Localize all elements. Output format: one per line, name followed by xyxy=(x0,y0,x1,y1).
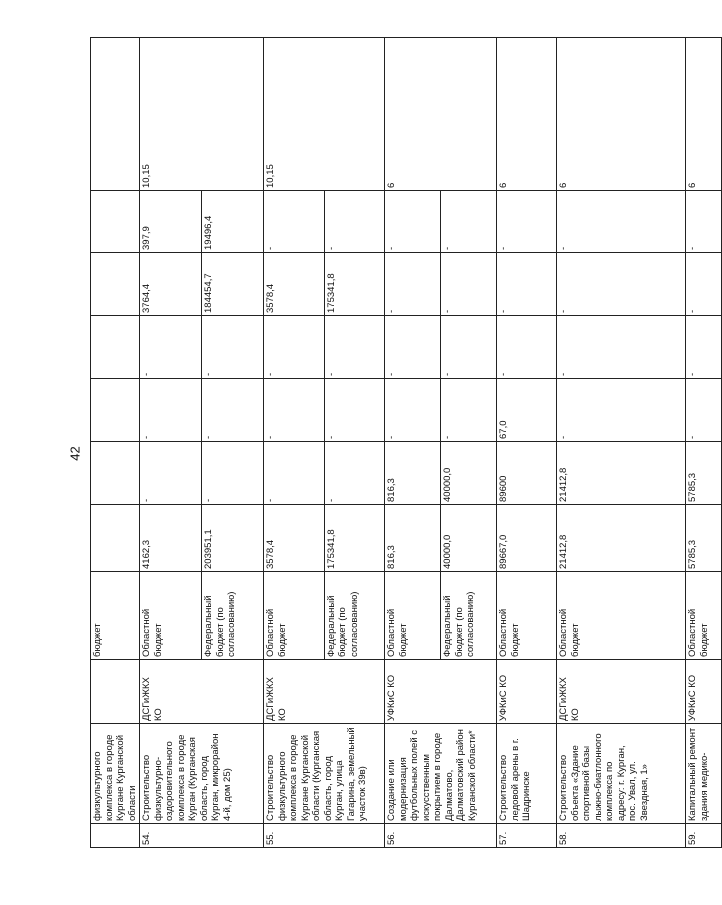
year-cell-3 xyxy=(385,316,497,379)
executor-cell: ДСГиЖКХ КО xyxy=(557,660,686,724)
year-cell-5 xyxy=(91,191,140,253)
cell-line: - xyxy=(440,316,496,378)
event-name-cell: Строительство объекта «Здание спортивной базы лыжно-биатлонного комплекса по адресу: г. Курган, пос. Увал, ул. Звездная, 1» xyxy=(557,724,686,824)
year-cell-2: - xyxy=(557,379,686,442)
cell-line: - xyxy=(201,316,263,378)
year-cell-4: - xyxy=(497,253,557,316)
cell-line: 816,3 xyxy=(386,545,397,569)
cell-line: 3578,4 xyxy=(265,539,276,569)
cell-line: - xyxy=(201,379,263,441)
year-cell-3: - xyxy=(686,316,722,379)
funding-source-cell: Областной бюджет xyxy=(686,572,722,660)
year-cell-4: - xyxy=(686,253,722,316)
year-cell-1: 89600 xyxy=(497,442,557,505)
year-cell-2: 67,0 xyxy=(497,379,557,442)
table-row xyxy=(497,38,557,848)
cell-line: Федеральный бюджет (по согласованию) xyxy=(440,572,496,659)
cell-line: 4162,3 xyxy=(141,539,152,569)
total-cell xyxy=(140,505,264,572)
cell-line: 203951,1 xyxy=(201,505,263,571)
cell-line: - xyxy=(141,372,152,376)
year-cell-3 xyxy=(140,316,264,379)
cell-line: - xyxy=(201,442,263,504)
year-cell-2 xyxy=(91,379,140,442)
year-cell-4 xyxy=(140,253,264,316)
year-cell-4 xyxy=(385,253,497,316)
year-cell-2 xyxy=(264,379,385,442)
year-cell-3: - xyxy=(497,316,557,379)
cell-line: 3578,4 xyxy=(265,283,276,313)
program-table xyxy=(90,37,722,848)
funding-source-cell xyxy=(385,572,497,660)
year-cell-1 xyxy=(264,442,385,505)
cell-line: 175341,8 xyxy=(324,505,385,571)
year-cell-4: - xyxy=(557,253,686,316)
cell-line: - xyxy=(324,442,385,504)
year-cell-5: - xyxy=(686,191,722,253)
funding-source-cell xyxy=(264,572,385,660)
event-name-cell: Создание или модернизация футбольных полей с искусственным покрытием в городе Далматово, Далматовский район Курганской области* xyxy=(385,724,497,824)
row-number-cell: 57. xyxy=(497,824,557,848)
cell-line: - xyxy=(386,435,397,439)
table-row xyxy=(264,38,385,848)
table-row xyxy=(91,38,140,848)
total-cell xyxy=(385,505,497,572)
executor-cell: УФКиС КО xyxy=(686,660,722,724)
executor-cell: ДСГиЖКХ КО xyxy=(140,660,264,724)
target-indicator-cell: 6 xyxy=(497,38,557,191)
year-cell-1 xyxy=(385,442,497,505)
event-name-cell: Строительство ледовой арены в г. Шадринске xyxy=(497,724,557,824)
cell-line: Областной бюджет xyxy=(386,608,409,657)
total-cell: 21412,8 xyxy=(557,505,686,572)
cell-line: - xyxy=(324,379,385,441)
event-name-cell: Строительство физкультурного комплекса в городе Кургане Курганской области (Курганская область, город Курган, улица Гагарина, земельный участок 39в) xyxy=(264,724,385,824)
total-cell: 89667,0 xyxy=(497,505,557,572)
year-cell-3: - xyxy=(557,316,686,379)
cell-line: 816,3 xyxy=(386,478,397,502)
year-cell-1 xyxy=(91,442,140,505)
year-cell-2: - xyxy=(686,379,722,442)
cell-line: 3764,4 xyxy=(141,283,152,313)
funding-source-cell: Областной бюджет xyxy=(497,572,557,660)
year-cell-4 xyxy=(264,253,385,316)
cell-line: - xyxy=(440,253,496,315)
row-number-cell xyxy=(91,824,140,848)
cell-line: - xyxy=(440,191,496,252)
year-cell-1: 21412,8 xyxy=(557,442,686,505)
year-cell-5 xyxy=(385,191,497,253)
event-name-cell: Капитальный ремонт здания медико- xyxy=(686,724,722,824)
cell-line: - xyxy=(386,372,397,376)
year-cell-1: 5785,3 xyxy=(686,442,722,505)
cell-line: - xyxy=(265,498,276,502)
row-number-cell: 54. xyxy=(140,824,264,848)
table-row xyxy=(686,38,722,848)
year-cell-3 xyxy=(91,316,140,379)
year-cell-2 xyxy=(140,379,264,442)
year-cell-2 xyxy=(385,379,497,442)
cell-line: - xyxy=(324,191,385,252)
row-number-cell: 58. xyxy=(557,824,686,848)
cell-line: - xyxy=(265,246,276,250)
event-name-cell: Строительство физкультурно-оздоровительного комплекса в городе Курган (Курганская область, город Курган, микрорайон 4-й, дом 25) xyxy=(140,724,264,824)
target-indicator-cell: 10,15 xyxy=(264,38,385,191)
executor-cell: УФКиС КО xyxy=(385,660,497,724)
table-row xyxy=(385,38,497,848)
funding-source-cell xyxy=(140,572,264,660)
funding-source-cell: Областной бюджет xyxy=(557,572,686,660)
row-number-cell: 59. xyxy=(686,824,722,848)
event-name-cell: физкультурного комплекса в городе Кургане Курганской области xyxy=(91,724,140,824)
cell-line: - xyxy=(265,435,276,439)
year-cell-4 xyxy=(91,253,140,316)
table-container xyxy=(90,58,710,848)
cell-line: 19496,4 xyxy=(201,191,263,252)
table-row xyxy=(140,38,264,848)
row-number-cell: 55. xyxy=(264,824,385,848)
year-cell-1 xyxy=(140,442,264,505)
cell-line: - xyxy=(141,435,152,439)
cell-line: Федеральный бюджет (по согласованию) xyxy=(324,572,385,659)
target-indicator-cell: 6 xyxy=(385,38,497,191)
target-indicator-cell: 10,15 xyxy=(140,38,264,191)
year-cell-5: - xyxy=(557,191,686,253)
cell-line: - xyxy=(141,498,152,502)
cell-line: - xyxy=(265,372,276,376)
year-cell-5 xyxy=(264,191,385,253)
cell-line: 40000,0 xyxy=(440,505,496,571)
table-row xyxy=(557,38,686,848)
cell-line: - xyxy=(324,316,385,378)
cell-line: Областной бюджет xyxy=(141,608,164,657)
cell-line: - xyxy=(386,246,397,250)
cell-line: Федеральный бюджет (по согласованию) xyxy=(201,572,263,659)
cell-line: 184454,7 xyxy=(201,253,263,315)
target-indicator-cell: 6 xyxy=(686,38,722,191)
row-number-cell: 56. xyxy=(385,824,497,848)
cell-line: Областной бюджет xyxy=(265,608,288,657)
year-cell-3 xyxy=(264,316,385,379)
year-cell-5: - xyxy=(497,191,557,253)
executor-cell: УФКиС КО xyxy=(497,660,557,724)
cell-line: 397,9 xyxy=(141,226,152,250)
funding-source-cell: бюджет xyxy=(91,572,140,660)
executor-cell xyxy=(91,660,140,724)
year-cell-5 xyxy=(140,191,264,253)
total-cell xyxy=(91,505,140,572)
cell-line: 175341,8 xyxy=(324,253,385,315)
total-cell xyxy=(264,505,385,572)
cell-line: - xyxy=(386,309,397,313)
total-cell: 5785,3 xyxy=(686,505,722,572)
target-indicator-cell xyxy=(91,38,140,191)
target-indicator-cell: 6 xyxy=(557,38,686,191)
executor-cell: ДСГиЖКХ КО xyxy=(264,660,385,724)
cell-line: 40000,0 xyxy=(440,442,496,504)
page-number: 42 xyxy=(67,446,83,461)
cell-line: - xyxy=(440,379,496,441)
